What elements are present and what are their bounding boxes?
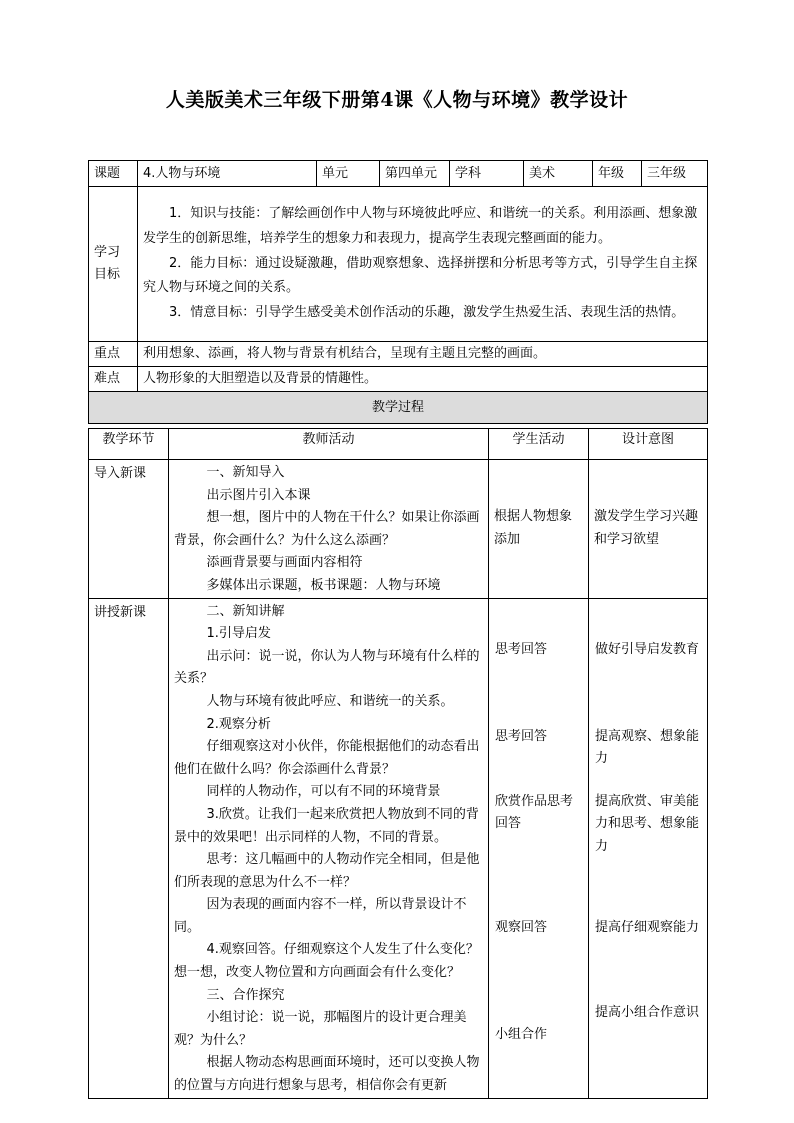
teacher-line: 出示问：说一说，你认为人物与环境有什么样的关系？ [174, 648, 480, 687]
student-text: 思考回答 [495, 728, 548, 744]
objectives-content [138, 187, 708, 342]
unit-label: 单元 [317, 161, 380, 187]
teacher-line: 添画背景要与画面内容相符 [206, 555, 363, 571]
teacher-line: 想一想，图片中的人物在干什么？如果让你添画背景，你会画什么？为什么这么添画？ [174, 510, 480, 548]
intent-cell [589, 460, 708, 599]
col-student: 学生活动 [489, 429, 589, 460]
teacher-line: 一、新知导入 [206, 465, 285, 480]
course-label: 课题 [89, 161, 138, 187]
teacher-line: 2.观察分析 [206, 716, 271, 732]
objective-3: 3．情意目标：引导学生感受美术创作活动的乐趣，激发学生热爱生活、表现生活的热情。 [169, 305, 685, 321]
teacher-line: 人物与环境有彼此呼应、和谐统一的关系。 [206, 693, 454, 709]
stage-cell: 讲授新课 [89, 598, 169, 1098]
stage-cell: 导入新课 [89, 460, 169, 599]
student-text: 根据人物想象添加 [494, 509, 573, 547]
col-intent: 设计意图 [589, 429, 708, 460]
intent-text: 提高观察、想象能力 [595, 728, 700, 767]
intent-cell [589, 598, 708, 1098]
objectives-label [89, 187, 138, 342]
intent-text: 提高欣赏、审美能力和思考、想象能力 [595, 793, 700, 854]
intent-text: 做好引导启发教育 [595, 641, 700, 657]
teacher-cell [169, 460, 489, 599]
subject-label: 学科 [450, 161, 524, 187]
student-text: 欣赏作品思考回答 [495, 793, 574, 832]
student-text: 思考回答 [495, 641, 548, 657]
student-cell [489, 598, 589, 1098]
process-table [88, 428, 708, 1099]
col-teacher: 教师活动 [169, 429, 489, 460]
key-point-label: 重点 [89, 342, 138, 367]
course-info-table [88, 160, 708, 424]
key-point-text: 利用想象、添画，将人物与背景有机结合，呈现有主题且完整的画面。 [138, 342, 708, 367]
teacher-line: 仔细观察这对小伙伴，你能根据他们的动态看出他们在做什么吗？你会添画什么背景？ [174, 739, 480, 777]
table-row [89, 460, 708, 599]
teacher-line: 多媒体出示课题，板书课题：人物与环境 [206, 577, 441, 593]
difficulty-label: 难点 [89, 367, 138, 392]
objective-2: 2．能力目标：通过设疑激趣，借助观察想象、选择拼摆和分析思考等方式，引导学生自主探究人物与环境之间的关系。 [143, 255, 698, 296]
difficulty-text: 人物形象的大胆塑造以及背景的情趣性。 [138, 367, 708, 392]
teacher-line: 二、新知讲解 [206, 603, 285, 619]
teacher-line: 4.观察回答。仔细观察这个人发生了什么变化？想一想，改变人物位置和方向画面会有什么变化？ [174, 942, 479, 981]
teacher-line: 三、合作探究 [206, 987, 285, 1003]
teacher-cell [169, 598, 489, 1098]
course-value: 4.人物与环境 [138, 161, 317, 187]
intent-text: 提高小组合作意识 [595, 1004, 700, 1020]
document-title: 人美版美术三年级下册第4课《人物与环境》教学设计 [165, 89, 629, 111]
col-stage: 教学环节 [89, 429, 169, 460]
student-cell [489, 460, 589, 599]
grade-label: 年级 [593, 161, 642, 187]
objectives-label-text: 学习目标 [94, 245, 121, 282]
table-row [89, 598, 708, 1098]
teacher-line: 3.欣赏。让我们一起来欣赏把人物放到不同的背景中的效果吧！出示同样的人物，不同的背景。 [174, 806, 479, 845]
teacher-line: 同样的人物动作，可以有不同的环境背景 [206, 784, 441, 800]
teacher-line: 因为表现的画面内容不一样，所以背景设计不同。 [174, 897, 467, 935]
teacher-line: 小组讨论：说一说，那幅图片的设计更合理美观？为什么？ [174, 1010, 467, 1048]
teacher-line: 1.引导启发 [206, 626, 271, 642]
intent-text: 激发学生学习兴趣和学习欲望 [594, 509, 699, 547]
student-text: 小组合作 [495, 1026, 548, 1042]
teacher-line: 根据人物动态构思画面环境时，还可以变换人物的位置与方向进行想象与思考，相信你会有更新 [174, 1055, 480, 1094]
objective-1: 1．知识与技能：了解绘画创作中人物与环境彼此呼应、和谐统一的关系。利用添画、想象激发学生的创新思维，培养学生的想象力和表现力，提高学生表现完整画面的能力。 [143, 206, 698, 246]
process-header: 教学过程 [89, 392, 708, 424]
teacher-line: 思考：这几幅画中的人物动作完全相同，但是他们所表现的意思为什么不一样？ [174, 852, 480, 890]
unit-value: 第四单元 [380, 161, 450, 187]
teacher-line: 出示图片引入本课 [206, 487, 311, 503]
subject-value: 美术 [524, 161, 593, 187]
intent-text: 提高仔细观察能力 [595, 919, 700, 935]
grade-value: 三年级 [642, 161, 708, 187]
student-text: 观察回答 [495, 919, 548, 935]
